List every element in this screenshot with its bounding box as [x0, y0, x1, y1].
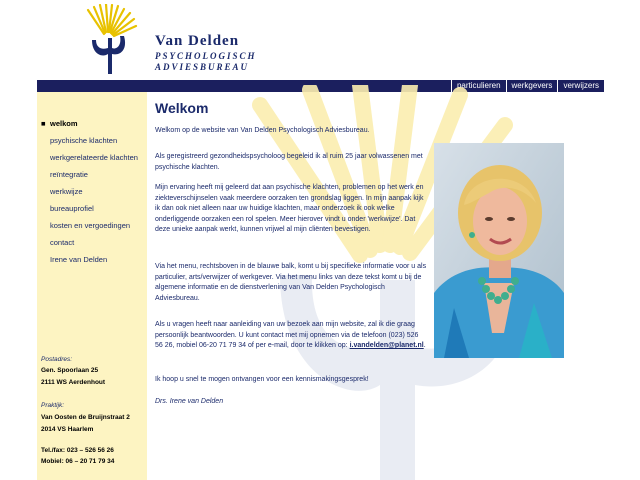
logo-icon: [78, 4, 142, 76]
praktijk-line-2: 2014 VS Haarlem: [41, 426, 94, 433]
postadres-line-1: Gen. Spoorlaan 25: [41, 367, 99, 374]
page-title: Welkom: [155, 100, 209, 116]
sidebar-item-label: welkom: [50, 119, 78, 128]
paragraph-closing: Ik hoop u snel te mogen ontvangen voor een kennismakingsgesprek!: [155, 376, 369, 383]
paragraph-navigation: Via het menu, rechtsboven in de blauwe balk, komt u bij specifieke informatie voor u als particulier, arts/verwijzer of werkgever. Via het menu links van deze tekst komt u bij de algemene informatie en de dienstverlening van Van Delden Psychologisch Adviesbureau.: [155, 263, 427, 302]
sidebar-item-reintegratie[interactable]: [41, 169, 138, 186]
brand-name: Van Delden: [155, 33, 240, 49]
email-link[interactable]: i.vandelden@planet.nl: [349, 342, 424, 349]
sidebar-item-werkgerelateerde-klachten[interactable]: [41, 152, 138, 169]
sidebar-item-label: Irene van Delden: [50, 255, 108, 264]
praktijk-label: Praktijk:: [41, 402, 65, 409]
sidebar: [37, 92, 147, 480]
portrait-photo: [434, 143, 564, 358]
topnav-verwijzers[interactable]: verwijzers: [557, 80, 604, 92]
header: [0, 0, 640, 80]
sidebar-item-kosten-en-vergoedingen[interactable]: [41, 220, 138, 237]
brand-subtitle-2: ADVIESBUREAU: [155, 62, 250, 72]
praktijk-line-1: Van Oosten de Bruijnstraat 2: [41, 414, 130, 421]
intro-paragraph: Welkom op de website van Van Delden Psychologisch Adviesbureau.: [155, 127, 370, 134]
sidebar-item-contact[interactable]: [41, 237, 138, 254]
sidebar-item-label: contact: [50, 238, 75, 247]
sidebar-item-werkwijze[interactable]: [41, 186, 138, 203]
paragraph-contact: [155, 320, 427, 352]
sidebar-item-label: werkwijze: [50, 187, 83, 196]
contact-text: Als u vragen heeft naar aanleiding van uw bezoek aan mijn website, zal ik die graag persoonlijk beantwoorden. U kunt contact met mij opnemen via de telefoon (023) 526 56 26, mobiel 06-20 71 79 34 of per e-mail, door te klikken op:: [155, 321, 419, 349]
email-suffix: .: [423, 342, 426, 349]
sidebar-item-bureauprofiel[interactable]: [41, 203, 138, 220]
topnav-werkgevers[interactable]: werkgevers: [506, 80, 558, 92]
portrait-image-icon: [434, 143, 564, 358]
mobiel-line: Mobiel: 06 – 20 71 79 34: [41, 458, 115, 465]
sidebar-item-label: psychische klachten: [50, 136, 118, 145]
postadres-line-2: 2111 WS Aerdenhout: [41, 379, 106, 386]
sidebar-item-label: werkgerelateerde klachten: [50, 153, 138, 162]
sidebar-item-label: reïntegratie: [50, 170, 88, 179]
sidebar-item-irene-van-delden[interactable]: [41, 254, 138, 271]
square-bullet-icon: ■: [41, 119, 46, 128]
sidebar-item-label: bureauprofiel: [50, 204, 94, 213]
sidebar-menu: [41, 118, 138, 271]
signature: Drs. Irene van Delden: [155, 398, 224, 405]
sidebar-item-welkom[interactable]: [41, 118, 138, 135]
telfax-line: Tel./fax: 023 – 526 56 26: [41, 447, 114, 454]
topnav-particulieren[interactable]: particulieren: [451, 80, 506, 92]
sidebar-item-psychische-klachten[interactable]: [41, 135, 138, 152]
brand-subtitle-1: PSYCHOLOGISCH: [155, 51, 257, 61]
paragraph-experience: Mijn ervaring heeft mij geleerd dat aan psychische klachten, problemen op het werk en ziekteverschijnselen vaak meerdere oorzaken ten grondslag liggen. In mijn aanpak kijk ik dan ook niet alleen naar uw huidige klachten, maar onderzoek ik ook welke onderliggende oorzaken een rol spelen. Meer hierover vindt u onder 'werkwijze'. Dat deze unieke aanpak werkt, kunnen vrijwel al mijn cliënten bevestigen.: [155, 184, 424, 233]
postadres-label: Postadres:: [41, 356, 73, 363]
sidebar-item-label: kosten en vergoedingen: [50, 221, 131, 230]
paragraph-registration: Als geregistreerd gezondheidspsycholoog begeleid ik al ruim 25 jaar volwassenen met psychische klachten.: [155, 153, 423, 171]
